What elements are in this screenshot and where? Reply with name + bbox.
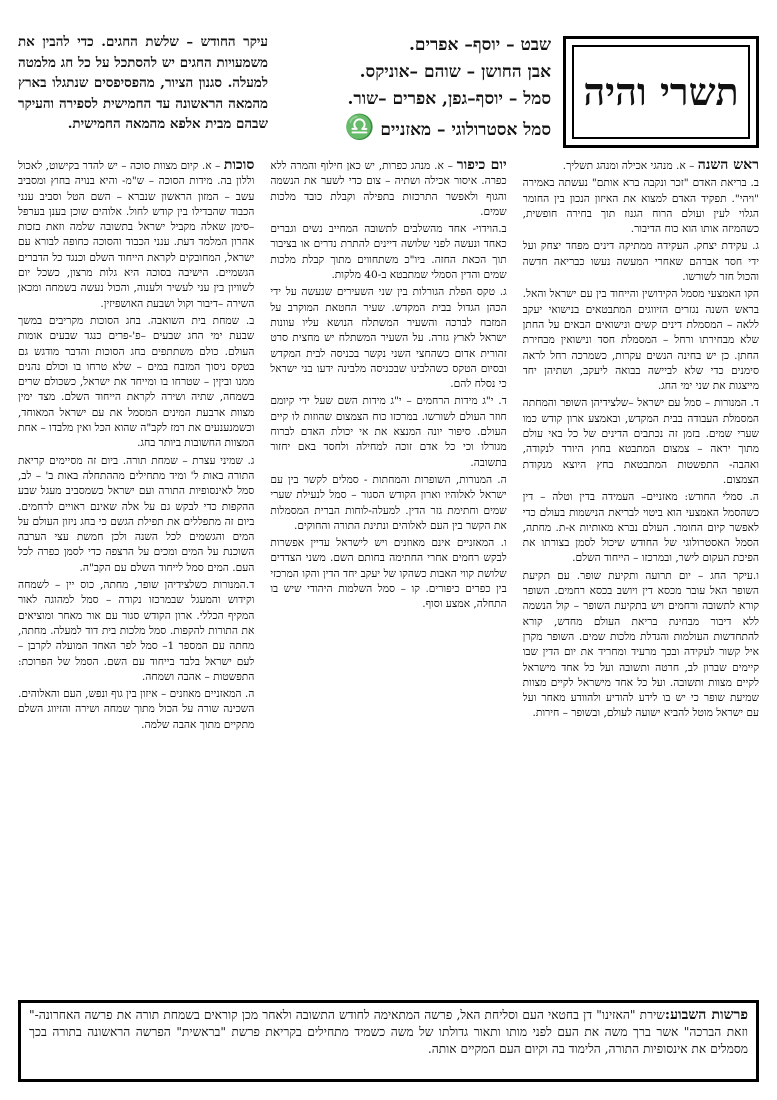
paragraph: ו.עיקר החג – יום תרועה ותקיעת שופר. עם תקיעת השופר האל עובר מכסא דין ויושב בכסא רחמים. השופר קורא לתשובה ורחמים ויש בתקיעת השופר – קול הנשמה ללא דיבור מבחינת בריאת העולם מחדש, קורא להתחדשות העולמות והגדלת מלכות שמים. השופר מקרן איל קשור לעקידה ובכך מרעיד ומחריד את יום הדין שבו קיימים שברון לב, חרטה ותשובה ועל כל אחד מישראל לקיים מצוות ותשובה. ועל כל אחד מישראל לקיים מצוות שמיעת שופר כי יש בו לידע להודיע ולהוודע מאחר ועל עם ישראל מוטל להביא ישועה לעולם, ובשופר – חירות. <box>522 569 759 720</box>
page-title: תשרי והיה <box>583 69 739 114</box>
paragraph: ה. המנורות, השופרות והמחתות - סמלים לקשר בין עם ישראל לאלוהיו וארון הקודש הסגור – סמל לנעילת שערי שמים וחתימת גזר הדין. למעלה-לוחות הברית המסמלות את הקשר בין העם לאלוהים ונתינת התורה והחוקים. <box>270 473 507 532</box>
paragraph: ו. המאזניים אינם מאוזנים ויש לישראל עדיין אפשרות לבקש רחמים אחרי החתימה בחותם השם. משני הצדדים שלושת קווי האבות כשהקו של יעקב יחד הדין והקו המרכזי בין כפרים כיפורים. קו – סמל השלמות היהודי שיש בו התחלה, אמצע וסוף. <box>270 537 507 611</box>
stone-row: אבן החושן – שוהם –אוניקס. <box>359 62 551 82</box>
libra-icon: ♎ <box>344 113 375 141</box>
tribe-row: שבט – יוסף– אפרים. <box>408 35 551 55</box>
paragraph: ב. שמחת בית השואבה. בחג הסוכות מקריבים במשך שבעת ימי החג שבעים –פ'-פרים כנגד שבעים אומות העולם. כולם משתתפים בחג הסוכות והדבר מודגש גם בטקס ניסוך המזבח במים – שלא טרחו בו וכולם נהנים ממנו וביןין – שטרחו בו ומייחד את ישראל, כשכולם שרים בשמחה, שתיה ושירה לקראת הייחוד השלם. מצד ימין מצוות ארבעת המינים המסמל את עם ישראל המאוחד, וכשמנענעים את רמז לקב"ה שהוא הכל ואין מלבדו – אחת המצוות החשובות ביותר בחג. <box>18 314 255 450</box>
section-heading: יום כיפור <box>456 158 507 173</box>
paragraph: ד. המנורות – סמל עם ישראל –שלצידיהן השופר והמחתה המסמלת העבודה בבית המקדש, ובאמצע ארון קודש כמו שערי שמים. בזמן זה נכתבים הדינים של כל באי עולם מתוך יראה – צמצום המתבטא בחוץ היורד לנקודה, ואהבה- התפשטות המתבטאת בחץ היוצא מנקודת הצמצום. <box>522 397 759 486</box>
paragraph: ג. עקידת יצחק. העקידה ממתיקה דינים מפחד יצחק ועל ידי חסד אברהם שאחרי המעשה נעשו כבריאה חדשה והכול חזר לשורשו. <box>522 240 759 284</box>
paragraph: ב.הוידוי- אחד מהשלבים לתשובה המחייב נשים וגברים כאחד ונעשה לפני שלושה דיינים להתרת נדרים או בציבור תוך הכאת החזה. ביו"כ משתחווים מתוך קבלת מלכות שמים והדין הסמלי שמתבטא ב-40 מלקות. <box>270 223 507 282</box>
paragraph: ה. המאזניים מאוזנים – איזון בין גוף ונפש, העם והאלוהים. השכינה שורה על הכול מתוך שמחה ושירה והזיווג השלם מתקיים מתוך אהבה שלמה. <box>18 688 255 731</box>
header <box>18 30 759 152</box>
section-heading: סוכות <box>223 158 255 173</box>
weekly-portions-box <box>18 1000 759 1082</box>
zodiac-row: סמל אסטרולוגי – מאזניים ♎ <box>344 113 551 141</box>
footer-text: שירת "האזינו" דן בחטאי העם וסליחת האל, פרשה המתאימה לחודש התשובה ולאחר מכן קוראים בשמחת תורה את פרשה האחרונה-" וזאת הברכה" אשר ברך משה את העם לפני מותו ותאור גדולתו של משה כשמיד מתחילים בקריאת פרשת "בראשית" הפרשה הראשונה בתורה בכך מסמלים את אינסופיות התורה, הלימוד בה וקיום העם המקיים אותה. <box>29 1008 748 1056</box>
paragraph: ג. שמיני עצרת – שמחת תורה. ביום זה מסיימים קריאת התורה באות ל' ומיד מתחילים מההתחלה באות ב' – לב, סמל לאינסופיות התורה ועם ישראל כשמסביב מעגל שבע ההקפות כדי לבקש גם על אלה שאינם ראויים לרחמים. ביום זה מתפללים את תפילת הגשם כי בחג ניזון העולם על המים והגשמים לכל השנה ולכן חמשת עצי הערבה השוכנת על המים ומכים על הרצפה כדי לסמן כפרה לכל העם. המים סמל לייחוד השלם עם הקב"ה. <box>18 454 255 574</box>
section-heading: ראש השנה <box>697 158 759 173</box>
paragraph: ה. סמלי החודש: מאזניים– העמידה בדין וטלה – דין כשהסמל האמצעי הוא ביטוי לבריאת הנישמות בעולם כדי לאפשר קיום החומר. העולם נברא מאותיות א-ת. מחתה, הסמל האסטרולוגי של החודש שיכול לסמן בצורתו את הפיכת העקום לישר, ובמרכזו – הייחוד השלם. <box>522 491 759 565</box>
intro-text: עיקר החודש – שלשת החגים. כדי להבין את משמעויות החגים יש להסתכל על כל חג מלמטה למעלה. סגנון הציור, מהפסיפסים שנתגלו בארץ מהמאה הראשונה עד החמישית לספירה והעיקר שבהם מבית אלפא מהמאה החמישית. <box>18 34 268 132</box>
column-rosh-hashana: ראש השנה – א. מנהגי אכילה ומנהג תשליך. ב. בריאת האדם "זכר ונקבה ברא אותם" נעשתה באמירה "ויהי". תפקיד האדם למצוא את האיזון הנכון בין החומר הגלוי לעין ועולם הרוח הגנוז תוך בחירה חופשית, כשהמיזה אותו הוא כוח הדיבור. ג. עקידת יצחק. העקידה ממתיקה דינים מפחד יצחק ועל ידי חסד אברהם שאחרי המעשה נעשו כבריאה חדשה והכול חזר לשורשו. הקו האמצעי מסמל הקידושין והייחוד בין עם ישראל והאל. בראש השנה נגזרים הזיווגים המתבטאים בנישואי יעקב ללאה – המסמלת דינים קשים ונישואים הבאים על החתן שלא מבחירתו ורחל – המסמלת חסד ונישואין מבחירת החתן. כן יש בחינה הנשים עקרות, כשמרכה רחל לראה סימנים כדי שלא לביישה בבואה ליעקב, ושתיהן יחד מייצגות את שני ימי החג. ד. המנורות – סמל עם ישראל –שלצידיהן השופר והמחתה המסמלת העבודה בבית המקדש, ובאמצע ארון קודש כמו שערי שמים. בזמן זה נכתבים הדינים של כל באי עולם מתוך יראה – צמצום המתבטא בחוץ היורד לנקודה, ואהבה- התפשטות המתבטאת בחץ היוצא מנקודת הצמצום. ה. סמלי החודש: מאזניים– העמידה בדין וטלה – דין כשהסמל האמצעי הוא ביטוי לבריאת הנישמות בעולם כדי לאפשר קיום החומר. העולם נברא מאותיות א-ת. מחתה, הסמל האסטרולוגי של החודש שיכול לסמן בצורתו את הפיכת העקום לישר, ובמרכזו – הייחוד השלם. ו.עיקר החג – יום תרועה ותקיעת שופר. עם תקיעת השופר האל עובר מכסא דין ויושב בכסא רחמים. השופר קורא לתשובה ורחמים ויש בתקיעת השופר – קול הנשמה ללא דיבור מבחינת בריאת העולם מחדש, קורא להתחדשות העולמות והגדלת מלכות שמים. השופר מקרן איל קשור לעקידה ובכך מרעיד ומחריד את יום הדין שבו קיימים שברון לב, חרטה ותשובה ועל כל אחד מישראל לקיים מצוות ותשובה. ועל כל אחד מישראל לקיים מצוות שמיעת שופר כי יש בו לידע להודיע ולהוודע מאחר ועל עם ישראל מוטל להביא ישועה לעולם, ובשופר – חירות. <box>523 158 759 988</box>
column-sukkot: סוכות – א. קיום מצוות סוכה – יש להדר בקישוט, לאכול וללון בה. מידות הסוכה – ש"מ- והיא בנויה בחוץ ומסביב עשב – המזון הראשון שנברא – השם הטל וסביב ענני הכבוד שהבדילו בין קודש לחול. אלוהים שוכן בענן בערפל –סימן שאלה מקביל ישראל בתשובה שלמה וזאת בזכות אהרון המלמד דעת. ענני הכבוד והסוכה כחופה לבורא עם ישראל, המחובקים לקראת הייחוד השלם וכנגד כל הדברים הגשמיים. הישיבה בסוכה היא גלות מרצון, כשכל יום לשוויון בין עני לעשיר ולענוה, והכול נעשה בשמחה ומכאן השירה –דיבור וקול ושבעת האושפיזין. ב. שמחת בית השואבה. בחג הסוכות מקריבים במשך שבעת ימי החג שבעים –פ'-פרים כנגד שבעים אומות העולם. כולם משתתפים בחג הסוכות והדבר מודגש גם בטקס ניסוך המזבח במים – שלא טרחו בו וכולם נהנים ממנו וביןין – שטרחו בו ומייחד את ישראל, כשכולם שרים בשמחה, שתיה ושירה לקראת הייחוד השלם. מצד ימין מצוות ארבעת המינים המסמל את עם ישראל המאוחד, וכשמנענעים את רמז לקב"ה שהוא הכל ואין מלבדו – אחת המצוות החשובות ביותר בחג. ג. שמיני עצרת – שמחת תורה. ביום זה מסיימים קריאת התורה באות ל' ומיד מתחילים מההתחלה באות ב' – לב, סמל לאינסופיות התורה ועם ישראל כשמסביב מעגל שבע ההקפות כדי לבקש גם על אלה שאינם ראויים לרחמים. ביום זה מתפללים את תפילת הגשם כי בחג ניזון העולם על המים והגשמים לכל השנה ולכן חמשת עצי הערבה השוכנת על המים ומכים על הרצפה כדי לסמן כפרה לכל העם. המים סמל לייחוד השלם עם הקב"ה. ד.המנורות כשלצידיהן שופר, מחתה, כוס יין – לשמחה וקידוש והמעגל שבמרכזו נקודה – סמל למהוגה לאור המקיף הכללי. ארון הקודש סגור עם אור מאחר ומוציאים את התורות להקפות. סמל מלכות בית דוד למעלה. מחתה, מחתה עם המספר 1– סמל לפר האחד המועלה לקרבן – לעם ישראל בלבד בייחוד עם השם. הסמל של הפרוכת: התפשטות – אהבה ושמחה. ה. המאזניים מאוזנים – איזון בין גוף ונפש, העם והאלוהים. השכינה שורה על הכול מתוך שמחה ושירה והזיווג השלם מתקיים מתוך אהבה שלמה. <box>18 158 254 988</box>
title-box <box>563 36 759 148</box>
paragraph: ד. י"ג מידות הרחמים – י"ג מידות השם שעל ידי קיומם חוזר העולם לשורשו. במרכזו כוח הצמצום שהוזות לו קיים העולם. סיפור יונה המנצא את אי יכולת האדם לברוח מגורלו וכי כל אדם זוכה למחילה ולחסד באם יחזור בתשובה. <box>270 395 507 469</box>
symbol-row: סמל – יוסף–גפן, אפרים –שור. <box>347 89 551 109</box>
paragraph: הקו האמצעי מסמל הקידושין והייחוד בין עם ישראל והאל. בראש השנה נגזרים הזיווגים המתבטאים בנישואי יעקב ללאה – המסמלת דינים קשים ונישואים הבאים על החתן שלא מבחירתו ורחל – המסמלת חסד ונישואין מבחירת החתן. כן יש בחינה הנשים עקרות, כשמרכה רחל לראה סימנים כדי שלא לביישה בבואה ליעקב, ושתיהן יחד מייצגות את שני ימי החג. <box>522 288 759 393</box>
paragraph: ב. בריאת האדם "זכר ונקבה ברא אותם" נעשתה באמירה "ויהי". תפקיד האדם למצוא את האיזון הנכון בין החומר הגלוי לעין ועולם הרוח הגנוז תוך בחירה חופשית, כשהמיזה אותו הוא כוח הדיבור. <box>522 177 759 236</box>
month-attributes <box>261 32 551 144</box>
paragraph: ג. טקס הפלת הגורלות בין שני השעירים שנעשה על ידי הכהן הגדול בבית המקדש. שעיר החטאת המוקרב על המזבח לברכה והשעיר המשתלח הנושא עליו עוונות ישראל לארץ גזרה. על השעיר המשתלח יש מחצית סרט זהורית אדום כשהחצי השני נקשר בכניסה לבית המקדש ובסיום הטקס כשהלבינו שבכניסה מלבינה ידעו בני ישראל כי נסלח להם. <box>270 286 507 391</box>
column-yom-kippur: יום כיפור – א. מנהג כפרות, יש כאן חילוף והמרה ללא כפרה. איסור אכילה ושתיה – צום כדי לשער את הנשמה והגוף ולאפשר התרכזות בתפילה וקבלת כובד מלכות שמים. ב.הוידוי- אחד מהשלבים לתשובה המחייב נשים וגברים כאחד ונעשה לפני שלושה דיינים להתרת נדרים או בציבור תוך הכאת החזה. ביו"כ משתחווים מתוך קבלת מלכות שמים והדין הסמלי שמתבטא ב-40 מלקות. ג. טקס הפלת הגורלות בין שני השעירים שנעשה על ידי הכהן הגדול בבית המקדש. שעיר החטאת המוקרב על המזבח לברכה והשעיר המשתלח הנושא עליו עוונות ישראל לארץ גזרה. על השעיר המשתלח יש מחצית סרט זהורית אדום כשהחצי השני נקשר בכניסה לבית המקדש ובסיום הטקס כשהלבינו שבכניסה מלבינה ידעו בני ישראל כי נסלח להם. ד. י"ג מידות הרחמים – י"ג מידות השם שעל ידי קיומם חוזר העולם לשורשו. במרכזו כוח הצמצום שהוזות לו קיים העולם. סיפור יונה המנצא את אי יכולת האדם לברוח מגורלו וכי כל אדם זוכה למחילה ולחסד באם יחזור בתשובה. ה. המנורות, השופרות והמחתות - סמלים לקשר בין עם ישראל לאלוהיו וארון הקודש הסגור – סמל לנעילת שערי שמים וחתימת גזר הדין. למעלה-לוחות הברית המסמלות את הקשר בין העם לאלוהים ונתינת התורה והחוקים. ו. המאזניים אינם מאוזנים ויש לישראל עדיין אפשרות לבקש רחמים אחרי החתימה בחותם השם. משני הצדדים שלושת קווי האבות כשהקו של יעקב יחד הדין והקו המרכזי בין כפרים כיפורים. קו – סמל השלמות היהודי שיש בו התחלה, אמצע וסוף. <box>270 158 506 988</box>
footer-title: פרשות השבוע: <box>664 1007 748 1023</box>
paragraph: ד.המנורות כשלצידיהן שופר, מחתה, כוס יין – לשמחה וקידוש והמעגל שבמרכזו נקודה – סמל למהוגה לאור המקיף הכללי. ארון הקודש סגור עם אור מאחר ומוציאים את התורות להקפות. סמל מלכות בית דוד למעלה. מחתה, מחתה עם המספר 1– סמל לפר האחד המועלה לקרבן – לעם ישראל בלבד בייחוד עם השם. הסמל של הפרוכת: התפשטות – אהבה ושמחה. <box>18 579 255 683</box>
article-columns <box>18 158 759 988</box>
